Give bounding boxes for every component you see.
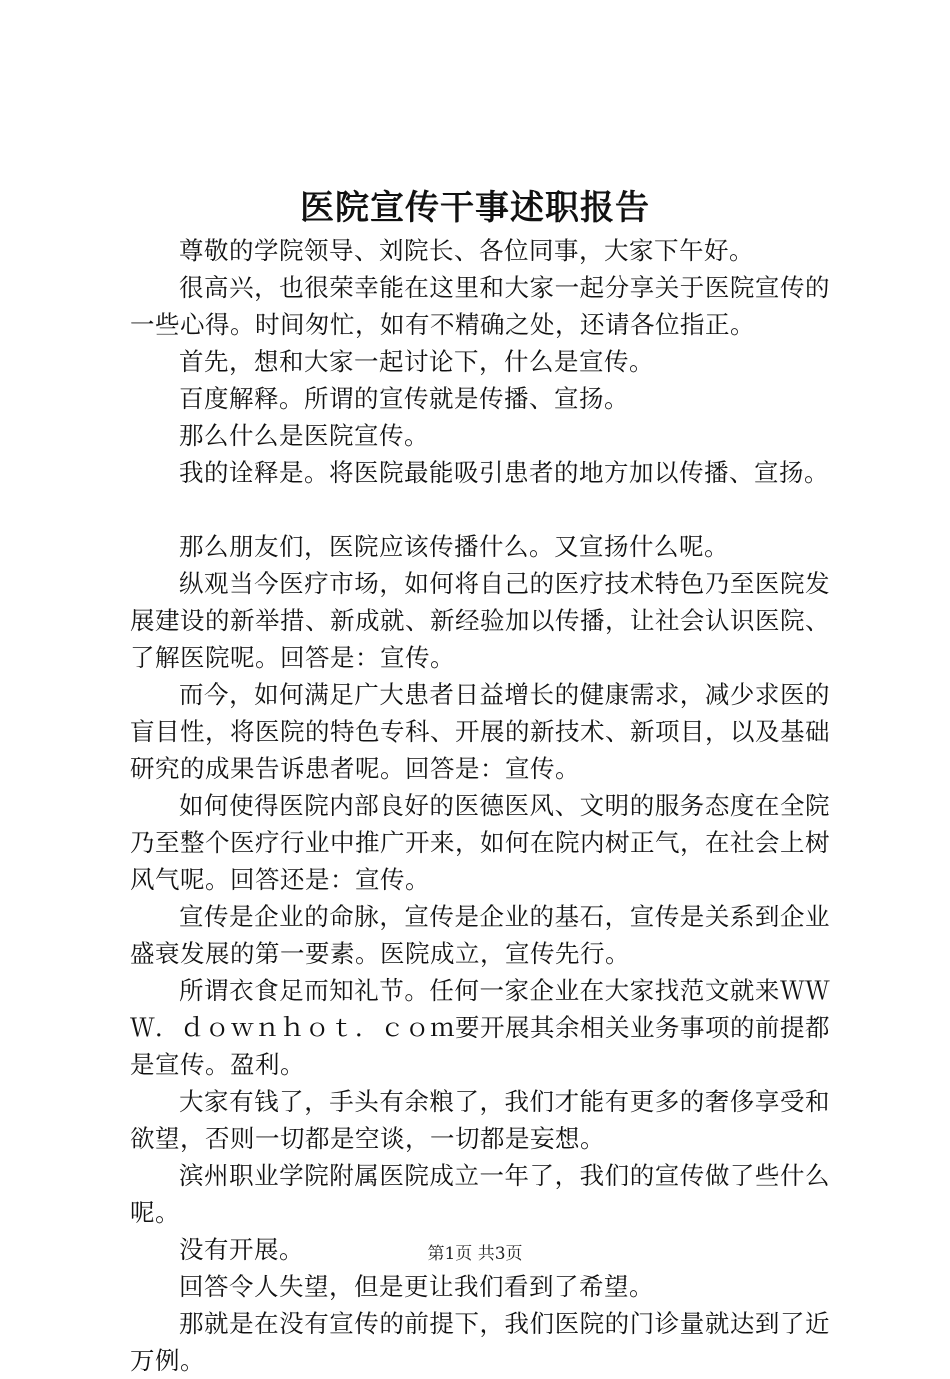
paragraph: 百度解释。所谓的宣传就是传播、宣扬。 (179, 384, 629, 413)
document-title: 医院宣传干事述职报告 (300, 188, 650, 228)
document-body (130, 232, 830, 1379)
paragraph: 那就是在没有宣传的前提下，我们医院的门诊量就达到了近万例。 (130, 1309, 830, 1375)
page-number-footer: 第1页 共3页 (427, 1244, 523, 1264)
paragraph: 大家有钱了，手头有余粮了，我们才能有更多的奢侈享受和欲望，否则一切都是空谈，一切都是妄想。 (130, 1087, 830, 1153)
paragraph-greeting: 尊敬的学院领导、刘院长、各位同事，大家下午好。 (179, 236, 754, 265)
paragraph: 回答令人失望，但是更让我们看到了希望。 (179, 1272, 654, 1301)
paragraph: 我的诠释是。将医院最能吸引患者的地方加以传播、宣扬。 (179, 458, 829, 487)
paragraph: 那么什么是医院宣传。 (179, 421, 429, 450)
paragraph: 那么朋友们，医院应该传播什么。又宣扬什么呢。 (179, 532, 729, 561)
paragraph: 首先，想和大家一起讨论下，什么是宣传。 (179, 347, 654, 376)
paragraph: 滨州职业学院附属医院成立一年了，我们的宣传做了些什么呢。 (130, 1161, 830, 1227)
paragraph: 所谓衣食足而知礼节。任何一家企业在大家找范文就来ＷＷＷ．ｄｏｗｎｈｏｔ．ｃｏｍ要开展其余相关业务事项的前提都是宣传。盈利。 (130, 976, 830, 1079)
paragraph: 纵观当今医疗市场，如何将自己的医疗技术特色乃至医院发展建设的新举措、新成就、新经验加以传播，让社会认识医院、了解医院呢。回答是：宣传。 (130, 569, 830, 672)
paragraph: 没有开展。 (179, 1235, 304, 1264)
paragraph: 而今，如何满足广大患者日益增长的健康需求，减少求医的盲目性，将医院的特色专科、开展的新技术、新项目，以及基础研究的成果告诉患者呢。回答是：宣传。 (130, 680, 830, 783)
paragraph: 很高兴，也很荣幸能在这里和大家一起分享关于医院宣传的一些心得。时间匆忙，如有不精确之处，还请各位指正。 (130, 273, 830, 339)
paragraph: 如何使得医院内部良好的医德医风、文明的服务态度在全院乃至整个医疗行业中推广开来，如何在院内树正气，在社会上树风气呢。回答还是：宣传。 (130, 791, 830, 894)
paragraph: 宣传是企业的命脉，宣传是企业的基石，宣传是关系到企业盛衰发展的第一要素。医院成立，宣传先行。 (130, 902, 830, 968)
